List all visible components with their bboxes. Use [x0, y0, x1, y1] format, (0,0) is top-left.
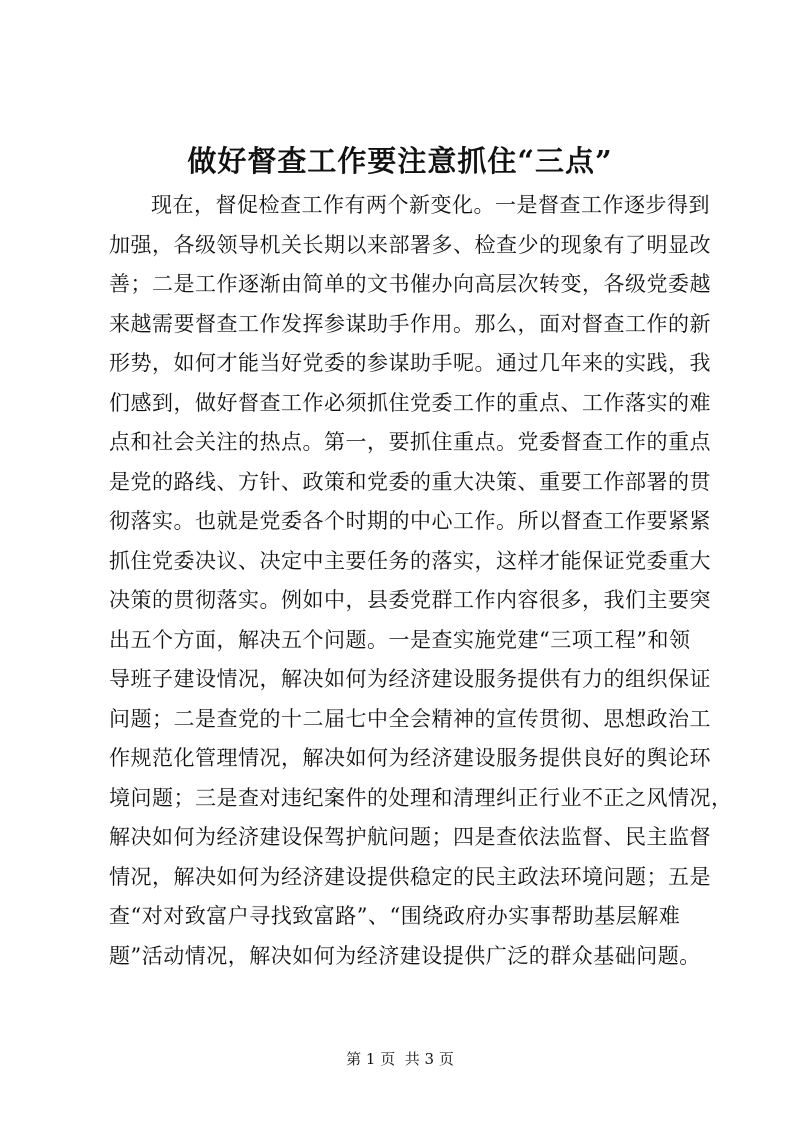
page-number: 第 1 页 共 3 页 [346, 1050, 454, 1068]
document-title: 做好督查工作要注意抓住“三点” [187, 144, 613, 178]
body-line: 境问题；三是查对违纪案件的处理和清理纠正行业不正之风情况， [109, 785, 733, 810]
body-line: 是党的路线、方针、政策和党委的重大决策、重要工作部署的贯 [109, 469, 711, 494]
body-line: 出五个方面，解决五个问题。一是查实施党建“三项工程”和领 [109, 627, 691, 652]
body-line: 形势，如何才能当好党委的参谋助手呢。通过几年来的实践，我 [109, 351, 711, 375]
body-line: 查“对对致富户寻找致富路”、“围绕政府办实事帮助基层解难 [109, 904, 681, 928]
body-line: 问题；二是查党的十二届七中全会精神的宣传贯彻、思想政治工 [109, 706, 711, 731]
body-line: 题”活动情况，解决如何为经济建设提供广泛的群众基础问题。 [109, 943, 701, 968]
body-line: 导班子建设情况，解决如何为经济建设服务提供有力的组织保证 [109, 667, 711, 691]
document-body [109, 186, 733, 976]
body-line: 情况，解决如何为经济建设提供稳定的民主政法环境问题；五是 [109, 864, 711, 889]
body-line: 抓住党委决议、决定中主要任务的落实，这样才能保证党委重大 [109, 548, 711, 573]
body-line: 现在，督促检查工作有两个新变化。一是督查工作逐步得到 [151, 193, 710, 217]
body-line: 解决如何为经济建设保驾护航问题；四是查依法监督、民主监督 [109, 825, 711, 849]
body-line: 善；二是工作逐渐由简单的文书催办向高层次转变，各级党委越 [109, 272, 711, 296]
body-line: 加强，各级领导机关长期以来部署多、检查少的现象有了明显改 [109, 232, 711, 257]
body-line: 来越需要督查工作发挥参谋助手作用。那么，面对督查工作的新 [109, 311, 711, 336]
page-footer [0, 1049, 800, 1069]
body-line: 点和社会关注的热点。第一，要抓住重点。党委督查工作的重点 [109, 430, 711, 454]
body-line: 们感到，做好督查工作必须抓住党委工作的重点、工作落实的难 [109, 390, 711, 415]
body-line: 彻落实。也就是党委各个时期的中心工作。所以督查工作要紧紧 [109, 509, 711, 533]
body-line: 决策的贯彻落实。例如中，县委党群工作内容很多，我们主要突 [109, 588, 711, 612]
body-line: 作规范化管理情况，解决如何为经济建设服务提供良好的舆论环 [109, 746, 711, 770]
